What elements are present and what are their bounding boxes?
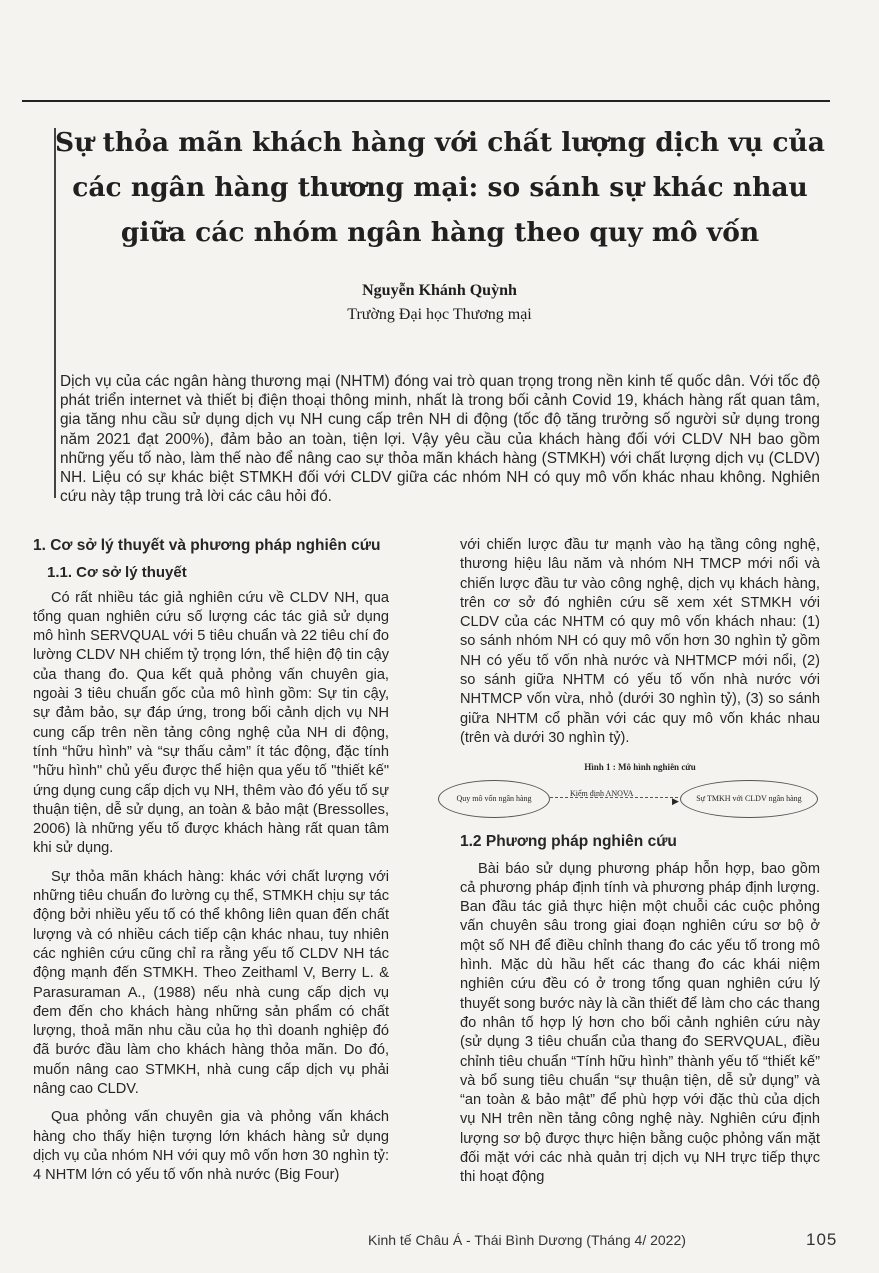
paragraph: Bài báo sử dụng phương pháp hỗn hợp, bao gồm cả phương pháp định tính và phương pháp định lượng. Ban đầu tác giả thực hiện một chuỗi các cuộc phỏng vấn chuyên sâu trong giai đoạn nghiên cứu sơ bộ ở một số NH để điều chỉnh thang đo các yếu tố trong mô hình. Mặc dù hầu hết các thang đo các khái niệm nghiên cứu đều có ở trong tổng quan nghiên cứu lý thuyết song bước này là cần thiết để làm cho các thang đo nhân tố hợp lý hơn cho bối cảnh nghiên cứu này (sử dụng 3 tiêu chuẩn của thang đo SERVQUAL, điều chỉnh tiêu chuẩn “Tính hữu hình” thành yếu tố “thiết kế” và bổ sung tiêu chuẩn “sự thuận tiện, dễ sử dụng” và “an toàn & bảo mật” để phù hợp với đặc thù của dịch vụ NH trên nền tảng công nghệ này. Nghiên cứu định lượng sơ bộ được thực hiện bằng cuộc phỏng vấn mặt đối mặt với các nhà quản trị dịch vụ NH trực tiếp thực thi hoạt động xyxy=(460,860,820,1186)
journal-footer: Kinh tế Châu Á - Thái Bình Dương (Tháng 4/ 2022) xyxy=(368,1232,686,1248)
figure-node-satisfaction: Sự TMKH với CLDV ngân hàng xyxy=(680,780,818,818)
research-model-figure xyxy=(456,758,820,826)
title-line-3: giữa các nhóm ngân hàng theo quy mô vốn xyxy=(120,217,760,248)
right-column xyxy=(456,536,820,1197)
title-line-2: các ngân hàng thương mại: so sánh sự khác nhau xyxy=(72,172,808,203)
author-affiliation: Trường Đại học Thương mại xyxy=(347,306,532,323)
paragraph: Qua phỏng vấn chuyên gia và phỏng vấn khách hàng cho thấy hiện tượng lớn khách hàng sử dụng dịch vụ của nhóm NH với quy mô vốn hơn 30 nghìn tỷ: 4 NHTM lớn có yếu tố vốn nhà nước (Big Four) xyxy=(33,1109,389,1184)
page-number: 105 xyxy=(806,1230,838,1249)
article-title xyxy=(40,120,840,255)
subsection-heading: 1.1. Cơ sở lý thuyết xyxy=(47,564,187,582)
abstract: Dịch vụ của các ngân hàng thương mại (NHTM) đóng vai trò quan trọng trong nền kinh tế quốc dân. Với tốc độ phát triển internet và thiết bị điện thoại thông minh, nhất là trong bối cảnh Covid 19, khách hàng rất quan tâm, gia tăng nhu cầu sử dụng dịch vụ NH cung cấp trên NH di động (tốc độ tăng trưởng số người sử dụng trong năm 2021 đạt 200%), đảm bảo an toàn, tiện lợi. Vậy yêu cầu của khách hàng đối với CLDV NH bao gồm những yếu tố nào, làm thế nào để nâng cao sự thỏa mãn khách hàng (STMKH) với chất lượng dịch vụ (CLDV) NH. Liệu có sự khác biệt STMKH đối với CLDV giữa các nhóm NH có quy mô vốn khác nhau không. Nghiên cứu này tập trung trả lời các câu hỏi đó. xyxy=(60,373,820,506)
figure-caption: Hình 1 : Mô hình nghiên cứu xyxy=(584,762,696,773)
top-rule xyxy=(22,100,830,102)
figure-node-capital-size: Quy mô vốn ngân hàng xyxy=(438,780,550,818)
title-line-1: Sự thỏa mãn khách hàng với chất lượng dịch vụ của xyxy=(55,127,825,158)
paragraph: Có rất nhiều tác giả nghiên cứu về CLDV NH, qua tổng quan nghiên cứu số lượng các tác giả sử dụng mô hình SERVQUAL với 5 tiêu chuẩn và 22 tiêu chí đo lường CLDV NH chiếm tỷ trọng lớn, thể hiện độ tin cậy của thang đo. Qua kết quả phỏng vấn chuyên gia, ngoài 3 tiêu chuẩn gốc của mô hình gồm: Sự tin cậy, sự đảm bảo, sự đáp ứng, trong bối cảnh dịch vụ NH cung cấp trên nền tảng công nghệ của NH di động, tính “hữu hình” và “sự thấu cảm” ít tác động, đặc tính "hữu hình" chủ yếu được thể hiện qua yếu tố "thiết kế" ứng dụng cung cấp dịch vụ NH, thêm vào đó yếu tố sự thuận tiện, dễ sử dụng, an toàn & bảo mật (Bressolles, 2006) là những yếu tố được khách hàng rất quan tâm khi sử dụng. xyxy=(33,589,389,857)
author-name: Nguyễn Khánh Quỳnh xyxy=(362,282,517,299)
arrow-right-icon: ▶ xyxy=(672,796,679,807)
left-column xyxy=(33,536,389,1195)
paragraph: với chiến lược đầu tư mạnh vào hạ tầng công nghệ, thương hiệu lâu năm và nhóm NH TMCP mới nổi và chiến lược đầu tư vào công nghệ, dịch vụ khách hàng, trên cơ sở đó nghiên cứu sẽ xem xét STMKH với CLDV của các NHTM có quy mô vốn khách nhau: (1) so sánh nhóm NH có quy mô vốn hơn 30 nghìn tỷ gồm NH có yếu tố vốn nhà nước và NHTMCP mới nổi, (2) so sánh giữa NHTM có yếu tố vốn nhà nước với NHTMCP vốn vừa, nhỏ (dưới 30 nghìn tỷ), (3) so sánh giữa NHTM cổ phần với các quy mô vốn khác nhau (trên và dưới 30 nghìn tỷ). xyxy=(460,537,820,746)
paragraph: Sự thỏa mãn khách hàng: khác với chất lượng với những tiêu chuẩn đo lường cụ thể, STMKH chịu sự tác động bởi nhiều yếu tố có thể không liên quan đến chất lượng và có nhiều cách tiếp cận khác nhau, tuy nhiên các nghiên cứu cũng chỉ ra rằng yếu tố CLDV NH tác động mạnh đến STMKH. Theo Zeithaml V, Berry L. & Parasuraman A., (1988) nếu nhà cung cấp dịch vụ đem đến cho khách hàng những sản phẩm có chất lượng, thoả mãn nhu cầu của họ thì doanh nghiệp đó đã bước đầu làm cho khách hàng thỏa mãn. Do đó, muốn nâng cao STMKH, nhà cung cấp dịch vụ phải nâng cao CLDV. xyxy=(33,868,389,1098)
figure-edge-label: Kiểm định ANOVA xyxy=(570,789,634,799)
section-heading: 1. Cơ sở lý thuyết và phương pháp nghiên cứu xyxy=(33,537,381,554)
subsection-heading: 1.2 Phương pháp nghiên cứu xyxy=(460,833,677,851)
